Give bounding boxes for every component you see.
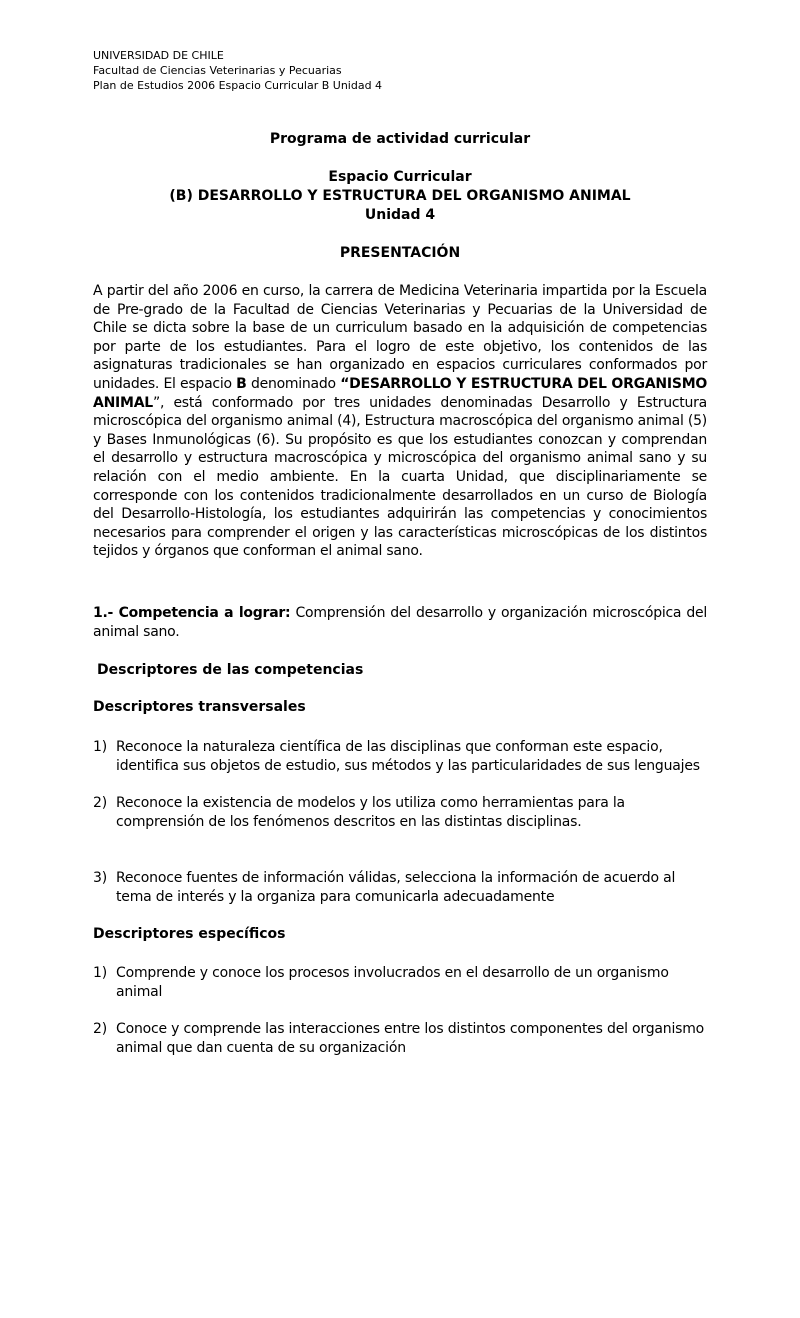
presentation-paragraph [93, 282, 707, 561]
especificos-heading: Descriptores específicos [93, 926, 286, 942]
list-item-text: Reconoce la naturaleza científica de las disciplinas que conforman este espacio, identifica sus objetos de estudio, sus métodos y las particularidades de sus lenguajes [116, 739, 700, 774]
list-item-number: 3) [93, 870, 107, 886]
header-university: UNIVERSIDAD DE CHILE [93, 49, 224, 62]
list-item-number: 2) [93, 795, 107, 811]
list-item-text: Conoce y comprende las interacciones entre los distintos componentes del organismo animal que dan cuenta de su organización [116, 1021, 705, 1056]
presentation-text-3: ”, está conformado por tres unidades denominadas Desarrollo y Estructura microscópica del organismo animal (4), Estructura macroscópica del organismo animal (5) y Bases Inmunológicas (6). Su propósito es que los estudiantes conozcan y comprendan el desarrollo y estructura macroscópica y microscópica del organismo animal sano y su relación con el medio ambiente. En la cuarta Unidad, que disciplinariamente se corresponde con los contenidos tradicionalmente desarrollados en un curso de Biología del Desarrollo-Histología, los estudiantes adquirirán las competencias y conocimientos necesarios para comprender el origen y las características microscópicas de los distintos tejidos y órganos que conforman el animal sano. [93, 394, 707, 560]
descriptores-heading: Descriptores de las competencias [97, 662, 364, 678]
list-item-number: 1) [93, 965, 107, 981]
list-item-number: 2) [93, 1021, 107, 1037]
competencia-text: Comprensión del desarrollo y organización microscópica del animal sano. [93, 605, 707, 640]
list-item [93, 869, 713, 907]
list-item-number: 1) [93, 739, 107, 755]
list-item-text: Reconoce fuentes de información válidas, selecciona la información de acuerdo al tema de interés y la organiza para comunicarla adecuadamente [116, 870, 676, 905]
list-item-text: Comprende y conoce los procesos involucrados en el desarrollo de un organismo animal [116, 965, 669, 1000]
presentation-bold-name: “DESARROLLO Y ESTRUCTURA DEL ORGANISMO ANIMAL [93, 375, 708, 411]
presentation-bold-letter: B [236, 375, 247, 392]
presentation-text-1: A partir del año 2006 en curso, la carrera de Medicina Veterinaria impartida por la Escuela de Pre-grado de la Facultad de Ciencias Veterinarias y Pecuarias de la Universidad de Chile se dicta sobre la base de un curriculum basado en la adquisición de competencias por parte de los estudiantes. Para el logro de este objetivo, los contenidos de las asignaturas tradicionales se han organizado en espacios curriculares conformados por unidades. El espacio [93, 283, 707, 392]
competencia-label: 1.- Competencia a lograr: [93, 605, 291, 621]
list-item-text: Reconoce la existencia de modelos y los utiliza como herramientas para la comprensión de los fenómenos descritos en las distintas disciplinas. [116, 795, 625, 830]
program-title: Programa de actividad curricular [269, 131, 531, 147]
espacio-title: Espacio Curricular [328, 169, 472, 185]
transversales-heading: Descriptores transversales [93, 699, 306, 715]
list-item [93, 1020, 713, 1058]
header-faculty: Facultad de Ciencias Veterinarias y Pecuarias [93, 64, 342, 77]
presentacion-heading: PRESENTACIÓN [339, 245, 461, 261]
presentation-text-2: denominado [250, 375, 336, 392]
list-item [93, 794, 713, 832]
competencia-paragraph [93, 604, 707, 641]
document-header [93, 48, 382, 93]
unidad-title: Unidad 4 [364, 207, 436, 223]
list-item [93, 738, 713, 776]
header-plan: Plan de Estudios 2006 Espacio Curricular B Unidad 4 [93, 79, 383, 92]
list-item [93, 964, 713, 1002]
espacio-name: (B) DESARROLLO Y ESTRUCTURA DEL ORGANISMO ANIMAL [169, 188, 631, 204]
